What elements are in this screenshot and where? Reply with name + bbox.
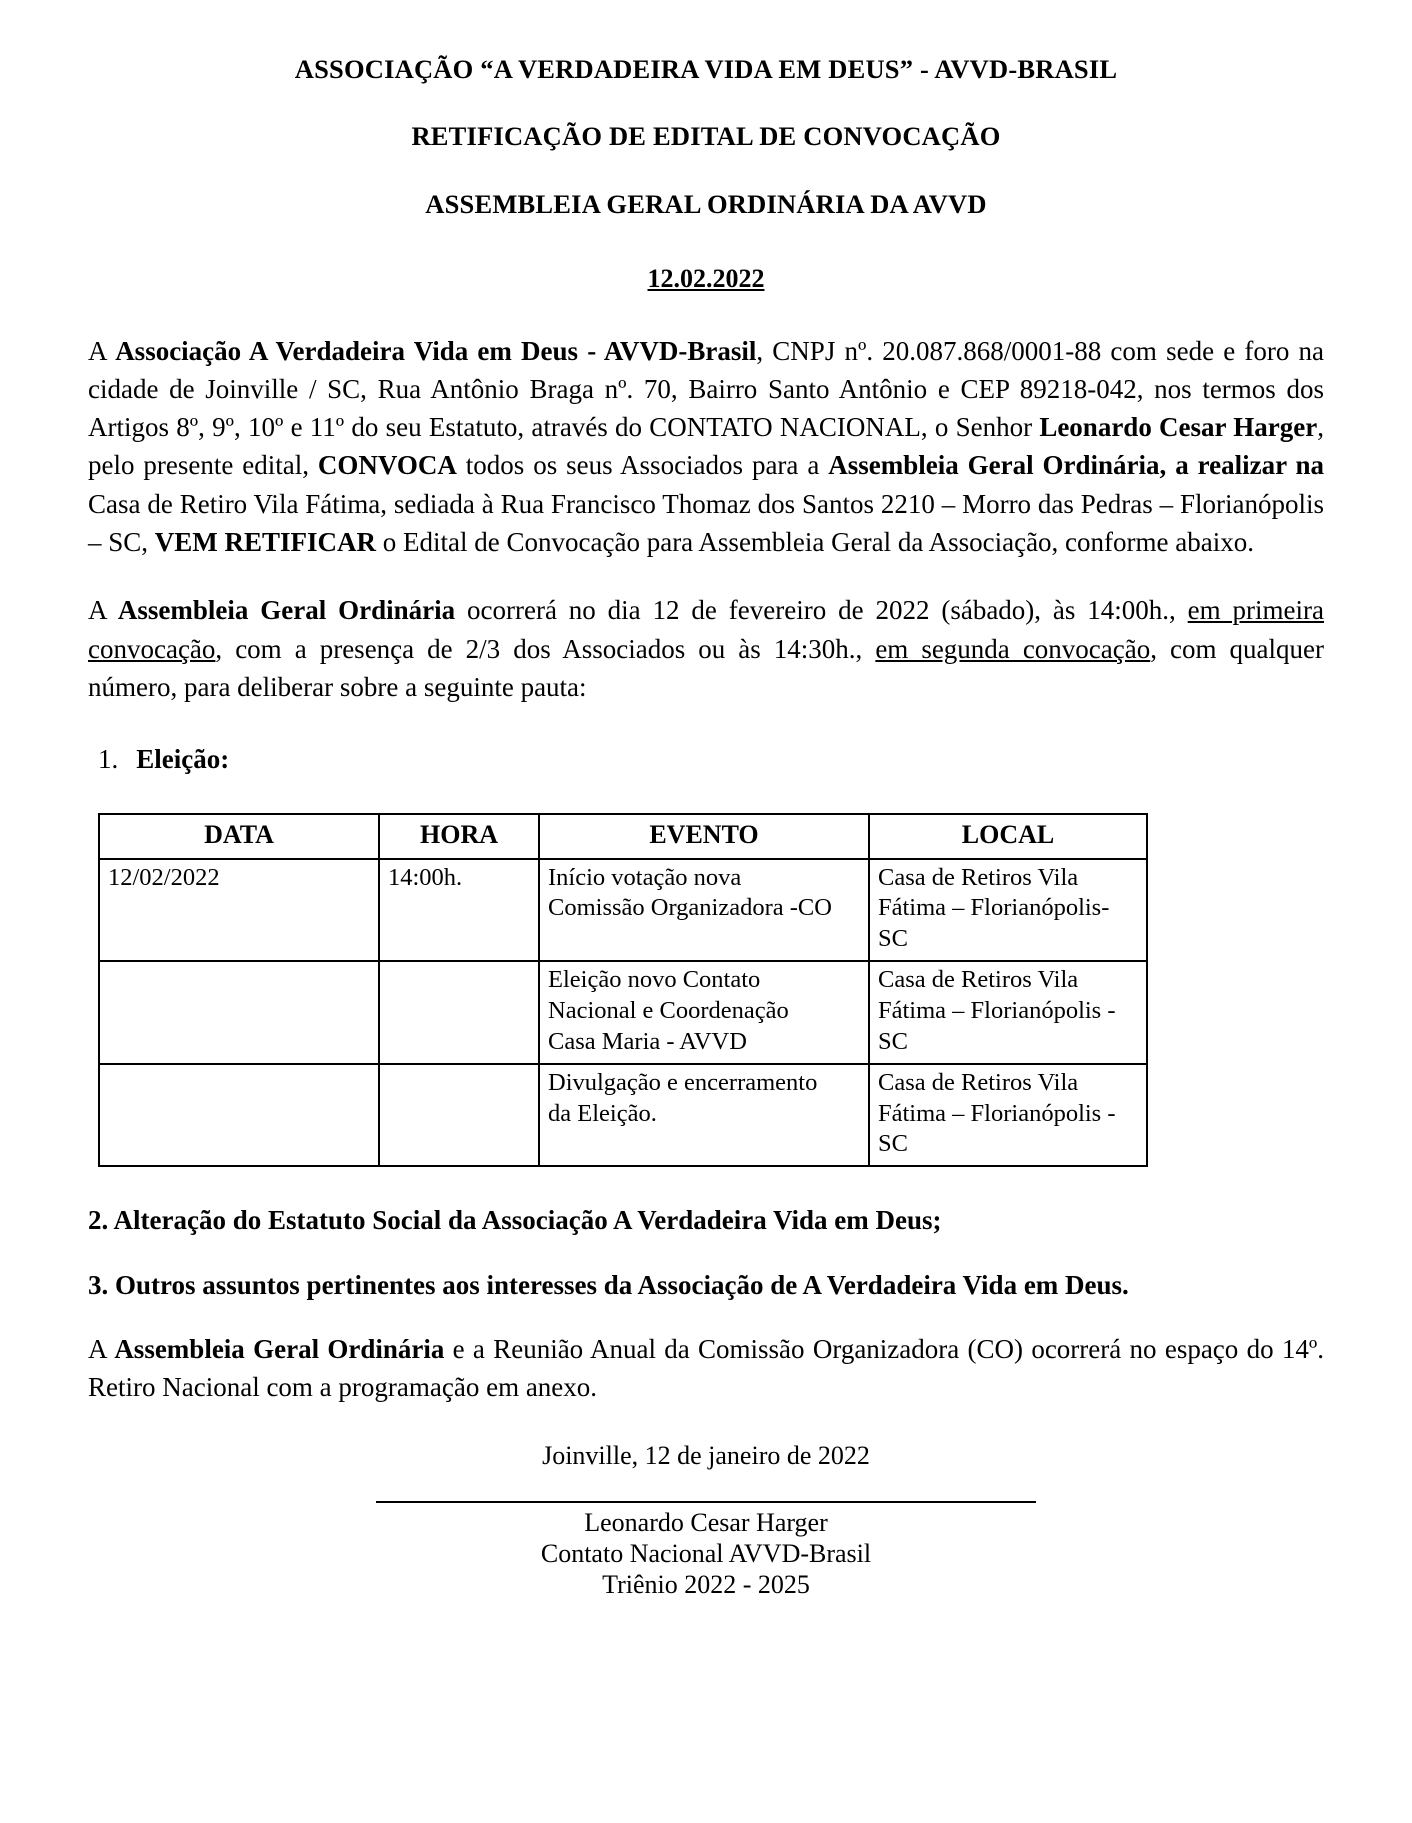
evento-line: da Eleição. [548,1099,657,1127]
par2-quorum: , com a presença de 2/3 dos Associados ou às 14:30h., [215,633,876,664]
par3-assembly-name: Assembleia Geral Ordinária [114,1333,445,1364]
evento-line: Divulgação e encerramento [548,1068,818,1096]
column-header-local: LOCAL [869,814,1147,859]
par1-convoca-keyword: CONVOCA [317,450,457,481]
par1-venue-address: Casa de Retiro Vila Fátima, sediada à Rua Francisco Thomaz dos Santos 2210 – Morro das Pedras – Florianópolis – SC, [88,488,1324,558]
cell-data [99,961,379,1064]
par1-contact-person: Leonardo Cesar Harger [1039,412,1318,443]
signature-rule [376,1501,1036,1503]
par1-assembly-venue-lead: Assembleia Geral Ordinária, a realizar na [828,450,1324,481]
par1-edital-text: , pelo presente edital, [88,412,1324,481]
agenda-item-3: 3. Outros assuntos pertinentes aos interesses da Associação de A Verdadeira Vida em Deus. [88,1269,1129,1300]
par1-registration-address: , CNPJ nº. 20.087.868/0001-88 com sede e foro na cidade de Joinville / SC, Rua Antônio Braga nº. 70, Bairro Santo Antônio e CEP 89218-042, nos termos dos Artigos 8º, 9º, 10º e 11º do seu Estatuto, através do CONTATO NACIONAL, o Senhor [88,335,1325,443]
cell-hora: 14:00h. [379,859,539,962]
cell-local: Casa de Retiros Vila Fátima – Florianópolis - SC [869,961,1147,1064]
cell-local: Casa de Retiros Vila Fátima – Florianópolis-SC [869,859,1147,962]
cell-hora [379,1064,539,1167]
agenda-item-1-number: 1. [98,744,119,775]
par1-associates-text: todos os seus Associados para a [456,450,829,481]
heading-date: 12.02.2022 [647,263,765,293]
paragraph-assembly-times [88,591,1324,706]
cell-local: Casa de Retiros Vila Fátima – Florianópolis - SC [869,1064,1147,1167]
signatory-term: Triênio 2022 - 2025 [602,1569,810,1599]
table-row [99,859,1147,962]
cell-evento [539,961,869,1064]
table-row [99,961,1147,1064]
agenda-item-1 [88,740,1324,778]
agenda-item-2: 2. Alteração do Estatuto Social da Associação A Verdadeira Vida em Deus; [88,1205,942,1236]
heading-assembly: ASSEMBLEIA GERAL ORDINÁRIA DA AVVD [425,189,987,219]
par2-tail: , com qualquer número, para deliberar sobre a seguinte pauta: [88,633,1324,703]
evento-line: Início votação nova [548,863,742,891]
evento-line: Casa Maria - AVVD [548,1027,747,1055]
signatory-role: Contato Nacional AVVD-Brasil [540,1538,872,1568]
par2-assembly-name: Assembleia Geral Ordinária [117,595,456,626]
table-header-row [99,814,1147,859]
par3-lead: A [88,1333,115,1364]
evento-line: Comissão Organizadora -CO [548,894,832,922]
heading-retification: RETIFICAÇÃO DE EDITAL DE CONVOCAÇÃO [411,120,1001,151]
column-header-data: DATA [99,814,379,859]
par1-lead: A [88,335,116,366]
column-header-evento: EVENTO [539,814,869,859]
par1-organization-name: Associação A Verdadeira Vida em Deus - AVVD-Brasil [115,335,757,366]
heading-association: ASSOCIAÇÃO “A VERDADEIRA VIDA EM DEUS” - AVVD-BRASIL [294,54,1118,84]
signature-city-date: Joinville, 12 de janeiro de 2022 [542,1440,870,1470]
election-schedule-table [98,813,1148,1167]
par1-vem-retificar-keyword: VEM RETIFICAR [154,527,377,558]
par2-first-call: em primeira convocação [88,595,1324,664]
par2-second-call: em segunda convocação [875,633,1151,664]
paragraph-convocation [88,332,1324,562]
evento-line: Eleição novo Contato [548,966,761,994]
agenda-item-1-label: Eleição: [136,744,230,775]
table-row [99,1064,1147,1167]
column-header-hora: HORA [379,814,539,859]
cell-hora [379,961,539,1064]
cell-evento [539,859,869,962]
cell-data: 12/02/2022 [99,859,379,962]
paragraph-annual-meeting [88,1330,1324,1407]
document-header [88,56,1324,294]
par1-tail: o Edital de Convocação para Assembleia Geral da Associação, conforme abaixo. [376,527,1254,558]
par2-date-time: ocorrerá no dia 12 de fevereiro de 2022 (sábado), às 14:00h., [455,595,1188,626]
par3-tail: e a Reunião Anual da Comissão Organizadora (CO) ocorrerá no espaço do 14º. Retiro Nacional com a programação em anexo. [88,1333,1324,1403]
cell-evento [539,1064,869,1167]
signatory-name: Leonardo Cesar Harger [584,1507,828,1537]
evento-line: Nacional e Coordenação [548,996,789,1024]
signature-block [88,1501,1324,1601]
par2-lead: A [88,595,118,626]
cell-data [99,1064,379,1167]
